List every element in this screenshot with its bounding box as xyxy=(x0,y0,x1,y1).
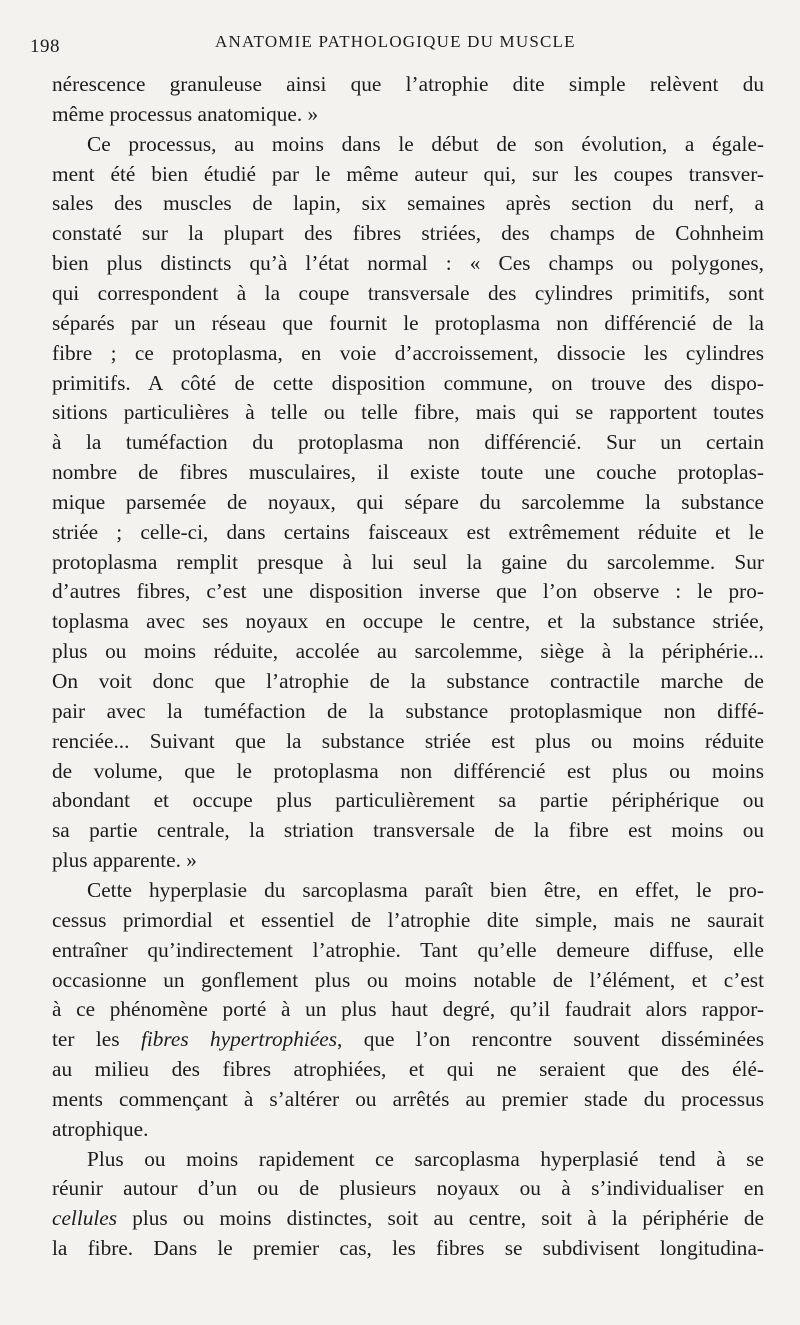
text-line xyxy=(52,486,764,518)
text-segment: Ce processus, au moins dans le début de son évolution, a égale- xyxy=(87,131,764,156)
text-segment: toplasma avec ses noyaux en occupe le centre, et la substance striée, xyxy=(52,609,764,634)
text-line xyxy=(52,516,764,548)
text-line xyxy=(52,784,764,816)
text-line xyxy=(52,904,764,936)
text-segment: bien plus distincts qu’à l’état normal : « Ces champs ou polygones, xyxy=(52,251,764,276)
text-segment: nérescence granuleuse ainsi que l’atrophie dite simple relèvent du xyxy=(52,72,764,96)
text-line xyxy=(52,277,764,309)
text-segment: pair avec la tuméfaction de la substance protoplasmique non diffé- xyxy=(52,698,764,723)
text-line xyxy=(52,158,764,190)
italic-term: fibres hypertrophiées xyxy=(140,1027,338,1052)
text-segment: à ce phénomène porté à un plus haut degré, qu’il faudrait alors rappor- xyxy=(52,997,764,1022)
text-segment: entraîner qu’indirectement l’atrophie. Tant qu’elle demeure diffuse, elle xyxy=(52,937,764,962)
text-segment: ments commençant à s’altérer ou arrêtés au premier stade du processus xyxy=(52,1086,764,1111)
text-segment: nombre de fibres musculaires, il existe toute une couche protoplas- xyxy=(52,460,764,485)
text-line xyxy=(52,456,764,488)
text-segment: fibre ; ce protoplasma, en voie d’accroissement, dissocie les cylindres xyxy=(52,340,764,365)
text-line xyxy=(52,1172,764,1204)
text-segment: cessus primordial et essentiel de l’atrophie dite simple, mais ne saurait xyxy=(52,907,764,932)
text-segment: Plus ou moins rapidement ce sarcoplasma hyperplasié tend à se xyxy=(87,1146,764,1171)
text-line xyxy=(52,1202,764,1234)
text-line xyxy=(52,934,764,966)
running-title: ANATOMIE PATHOLOGIQUE DU MUSCLE xyxy=(215,32,576,51)
text-line xyxy=(52,605,764,637)
text-segment: protoplasma remplit presque à lui seul la gaine du sarcolemme. Sur xyxy=(52,549,764,574)
text-line xyxy=(52,575,764,607)
text-segment: même processus anatomique. » xyxy=(52,101,319,126)
text-segment: plus apparente. » xyxy=(52,848,197,873)
text-segment: plus ou moins distinctes, soit au centre, soit à la périphérie de xyxy=(117,1206,764,1231)
text-segment: sales des muscles de lapin, six semaines après section du nerf, a xyxy=(52,191,764,216)
text-line xyxy=(52,426,764,458)
text-line xyxy=(52,844,764,876)
text-line xyxy=(52,964,764,996)
text-line xyxy=(52,1232,764,1264)
page-number: 198 xyxy=(30,36,60,57)
text-line xyxy=(52,1083,764,1115)
text-line xyxy=(52,1053,764,1085)
text-segment: qui correspondent à la coupe transversale des cylindres primitifs, sont xyxy=(52,280,764,305)
text-segment: plus ou moins réduite, accolée au sarcolemme, siège à la périphérie... xyxy=(52,639,764,664)
text-line xyxy=(52,665,764,697)
text-segment: atrophique. xyxy=(52,1116,149,1141)
text-line xyxy=(52,1023,764,1055)
text-line xyxy=(52,337,764,369)
text-line xyxy=(52,695,764,727)
text-line xyxy=(52,755,764,787)
text-line xyxy=(52,367,764,399)
text-segment: au milieu des fibres atrophiées, et qui ne seraient que des élé- xyxy=(52,1057,764,1082)
text-line xyxy=(52,217,764,249)
text-segment: d’autres fibres, c’est une disposition inverse que l’on observe : le pro- xyxy=(52,579,764,604)
text-line xyxy=(52,98,764,130)
text-line xyxy=(52,396,764,428)
text-segment: primitifs. A côté de cette disposition commune, on trouve des dispo- xyxy=(52,370,764,395)
text-segment: réunir autour d’un ou de plusieurs noyaux ou à s’individualiser en xyxy=(52,1176,764,1201)
text-segment: la fibre. Dans le premier cas, les fibres se subdivisent longitudina- xyxy=(52,1236,764,1261)
text-segment: striée ; celle-ci, dans certains faisceaux est extrêmement réduite et le xyxy=(52,519,764,544)
text-line xyxy=(52,814,764,846)
text-segment: sitions particulières à telle ou telle fibre, mais qui se rapportent toutes xyxy=(52,400,764,425)
italic-term: cellules xyxy=(52,1206,118,1231)
text-segment: Cette hyperplasie du sarcoplasma paraît bien être, en effet, le pro- xyxy=(87,877,764,902)
text-line xyxy=(52,247,764,279)
text-line xyxy=(52,187,764,219)
text-line xyxy=(52,993,764,1025)
text-segment: renciée... Suivant que la substance striée est plus ou moins réduite xyxy=(52,728,764,753)
text-segment: mique parsemée de noyaux, qui sépare du sarcolemme la substance xyxy=(52,489,764,514)
text-segment: ment été bien étudié par le même auteur qui, sur les coupes transver- xyxy=(52,161,764,186)
page-header xyxy=(30,28,770,64)
text-line xyxy=(52,546,764,578)
text-segment: de volume, que le protoplasma non différencié est plus ou moins xyxy=(52,758,764,783)
text-line xyxy=(52,725,764,757)
text-line xyxy=(87,1143,764,1175)
text-line xyxy=(87,874,764,906)
text-segment: sa partie centrale, la striation transversale de la fibre est moins ou xyxy=(52,818,764,843)
text-segment: séparés par un réseau que fournit le protoplasma non différencié de la xyxy=(52,310,764,335)
text-segment: ter les xyxy=(52,1027,141,1052)
text-segment: abondant et occupe plus particulièrement sa partie périphérique ou xyxy=(52,788,764,813)
text-line xyxy=(87,128,764,160)
text-line xyxy=(52,1113,764,1145)
text-segment: , que l’on rencontre souvent disséminées xyxy=(337,1027,764,1052)
text-segment: à la tuméfaction du protoplasma non différencié. Sur un certain xyxy=(52,430,764,455)
text-segment: constaté sur la plupart des fibres striées, des champs de Cohnheim xyxy=(52,221,764,246)
text-segment: occasionne un gonflement plus ou moins notable de l’élément, et c’est xyxy=(52,967,764,992)
text-line xyxy=(52,68,764,100)
text-line xyxy=(52,307,764,339)
text-line xyxy=(52,635,764,667)
text-segment: On voit donc que l’atrophie de la substance contractile marche de xyxy=(52,669,764,693)
